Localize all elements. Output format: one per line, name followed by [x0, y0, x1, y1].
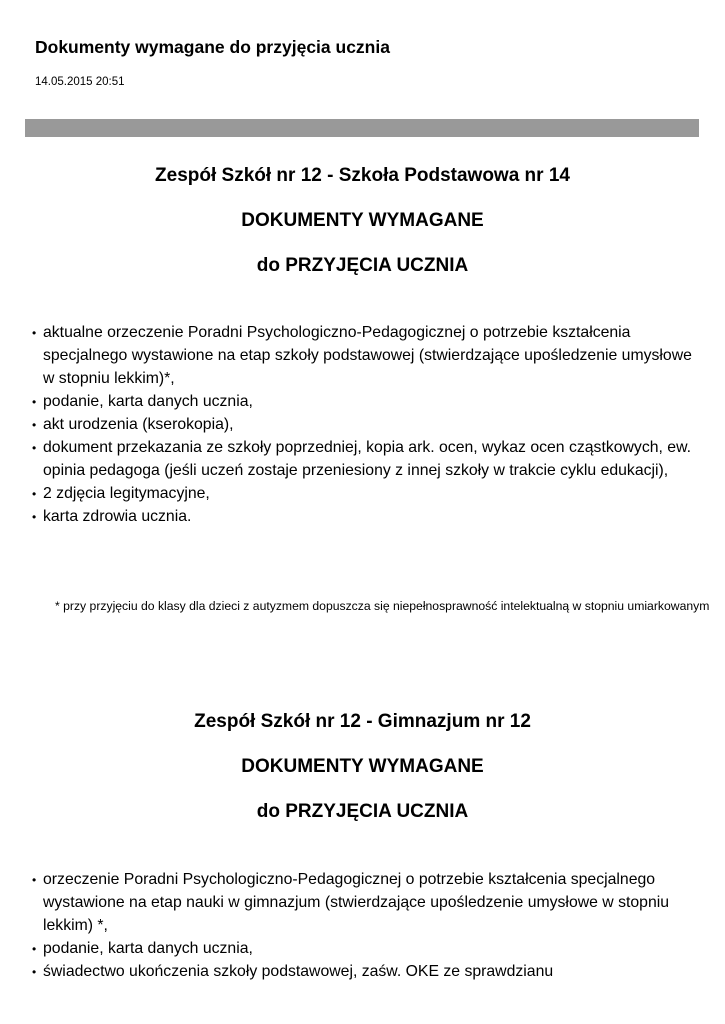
list-item-text: karta zdrowia ucznia. [43, 508, 192, 525]
bullet-icon: • [32, 326, 37, 340]
list-item [32, 482, 692, 505]
bullet-icon: • [32, 510, 37, 524]
admission-heading: do PRZYJĘCIA UCZNIA [256, 255, 469, 276]
list-item [32, 390, 692, 413]
header-divider-bar [25, 119, 699, 137]
list-item-text: podanie, karta danych ucznia, [43, 940, 253, 957]
document-date: 14.05.2015 20:51 [35, 76, 125, 88]
primary-school-section [0, 162, 725, 525]
required-documents-list [32, 868, 692, 983]
documents-heading: DOKUMENTY WYMAGANE [241, 210, 484, 231]
list-item-text: 2 zdjęcia legitymacyjne, [43, 485, 210, 502]
list-item [32, 960, 692, 983]
bullet-icon: • [32, 418, 37, 432]
list-item [32, 868, 692, 937]
school-heading: Zespół Szkół nr 12 - Gimnazjum nr 12 [194, 711, 531, 732]
school-heading: Zespół Szkół nr 12 - Szkoła Podstawowa nr 14 [155, 165, 570, 186]
documents-heading: DOKUMENTY WYMAGANE [241, 756, 484, 777]
list-item [32, 937, 692, 960]
bullet-icon: • [32, 873, 37, 887]
bullet-icon: • [32, 965, 37, 979]
list-item-text: aktualne orzeczenie Poradni Psychologiczno-Pedagogicznej o potrzebie kształcenia specjalnego wystawione na etap szkoły podstawowej (stwierdzające upośledzenie umysłowe w stopniu lekkim)*, [43, 324, 692, 387]
middle-school-section [0, 708, 725, 980]
list-item-text: akt urodzenia (kserokopia), [43, 416, 234, 433]
list-item [32, 321, 692, 390]
list-item-text: orzeczenie Poradni Psychologiczno-Pedagogicznej o potrzebie kształcenia specjalnego wystawione na etap nauki w gimnazjum (stwierdzające upośledzenie umysłowe w stopniu lekkim) *, [43, 871, 670, 934]
list-item-text: świadectwo ukończenia szkoły podstawowej, zaśw. OKE ze sprawdzianu [43, 963, 554, 980]
admission-heading: do PRZYJĘCIA UCZNIA [256, 801, 469, 822]
list-item [32, 505, 692, 528]
list-item [32, 436, 692, 482]
list-item-text: dokument przekazania ze szkoły poprzedniej, kopia ark. ocen, wykaz ocen cząstkowych, ew. opinia pedagoga (jeśli uczeń zostaje przeniesiony z innej szkoły w trakcie cyklu edukacji), [43, 439, 691, 479]
required-documents-list [32, 321, 692, 528]
bullet-icon: • [32, 942, 37, 956]
page-title: Dokumenty wymagane do przyjęcia ucznia [35, 37, 390, 57]
bullet-icon: • [32, 487, 37, 501]
bullet-icon: • [32, 441, 37, 455]
bullet-icon: • [32, 395, 37, 409]
autism-footnote: * przy przyjęciu do klasy dla dzieci z autyzmem dopuszcza się niepełnosprawność intelektualną w stopniu umiarkowanym [55, 599, 710, 613]
list-item [32, 413, 692, 436]
list-item-text: podanie, karta danych ucznia, [43, 393, 253, 410]
